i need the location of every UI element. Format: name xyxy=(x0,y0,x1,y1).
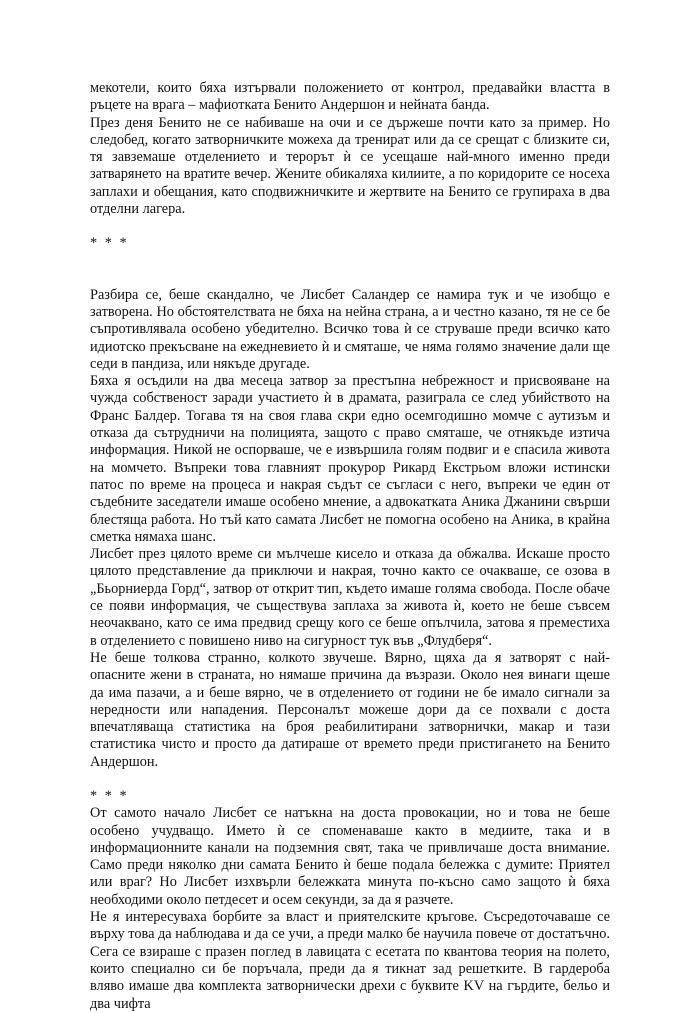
section-separator: * * * xyxy=(90,235,129,252)
paragraph: Разбира се, беше скандално, че Лисбет Саландер се намира тук и че изобщо е затворена. Но обстоятелствата не бяха на нейна страна, а и честно казано, тя не се бе съпротивлявала особено убедително. Всичко това ѝ се струваше преди всичко като идиотско прекъсване на ежедневието ѝ и смяташе, че няма голямо значение дали ще седи в пандиза, или някъде другаде. xyxy=(90,286,610,372)
paragraph: Не я интересуваха борбите за власт и приятелските кръгове. Съсредоточаваше се върху това да наблюдава и да се учи, а преди малко бе научила повече от достатъчно. Сега се взираше с празен поглед в лавицата с есетата по квантова теория на полето, които специално си бе поръчала, преди да я тикнат зад решетките. В гардероба вляво имаше два комплекта затворнически дрехи с буквите KV на гърдите, бельо и два чифта xyxy=(90,909,610,1012)
paragraph: мекотели, които бяха изтървали положението от контрол, предавайки властта в ръцете на врага – мафиотката Бенито Андершон и нейната банда. xyxy=(90,80,610,114)
paragraph: През деня Бенито не се набиваше на очи и се държеше почти като за пример. Но следобед, когато затворничките можеха да тренират или да се срещат с близките си, тя завземаше отделението и терорът ѝ се усещаше най-много именно преди затварянето на вратите вечер. Жените обикаляха килиите, а по коридорите се носеха заплахи и обещания, като сподвижничките и жертвите на Бенито се групираха в два отделни лагера. xyxy=(90,114,610,218)
paragraph: От самото начало Лисбет се натъкна на доста провокации, но и това не беше особено учудващо. Името ѝ се споменаваше както в медиите, така и в информационните канали на подземния свят, така че привличаше доста внимание. Само преди няколко дни самата Бенито ѝ беше подала бележка с думите: Приятел или враг? Но Лисбет изхвърли бележката минута по-късно само защото ѝ бяха необходими около петдесет и осем секунди, за да я разчете. xyxy=(90,805,610,908)
section-separator: * * * xyxy=(90,787,129,804)
paragraph: Бяха я осъдили на два месеца затвор за престъпна небрежност и присвояване на чужда собственост заради участието ѝ в драмата, разиграла се след убийството на Франс Балдер. Тогава тя на своя глава скри едно осемгодишно момче с аутизъм и отказа да сътрудничи на полицията, защото с право смяташе, че отнякъде изтича информация. Никой не оспорваше, че е извършила голям подвиг и е спасила живота на момчето. Въпреки това главният прокурор Рикард Екстрьом вложи истински патос по време на процеса и накрая съдът се съгласи с него, въпреки че един от съдебните заседатели имаше особено мнение, а адвокатката Аника Джанини свърши блестяща работа. Но тъй като самата Лисбет не помогна особено на Аника, в крайна сметка нямаха шанс. xyxy=(90,373,610,545)
paragraph: Не беше толкова странно, колкото звучеше. Вярно, щяха да я затворят с най-опасните жени в страната, но нямаше причина да възрази. Около нея винаги щеше да има пазачи, а и беше вярно, че в отделението от години не бе имало сигнали за нередности или нападения. Персоналът можеше дори да се похвали с доста впечатляваща статистика на броя реабилитирани затворнички, макар и тази статистика чисто и просто да датираше от времето преди пристигането на Бенито Андершон. xyxy=(90,649,610,770)
paragraph: Лисбет през цялото време си мълчеше кисело и отказа да обжалва. Искаше просто цялото представление да приключи и накрая, точно както се очакваше, се озова в „Бьорниерда Горд“, затвор от открит тип, където имаше голяма свобода. После обаче се появи информация, че съществува заплаха за живота ѝ, което не беше съвсем неочаквано, като се има предвид срещу кого се беше опълчила, затова я преместиха в отделението с повишено ниво на сигурност тук във „Флудберя“. xyxy=(90,546,610,649)
document-body xyxy=(90,80,610,1013)
